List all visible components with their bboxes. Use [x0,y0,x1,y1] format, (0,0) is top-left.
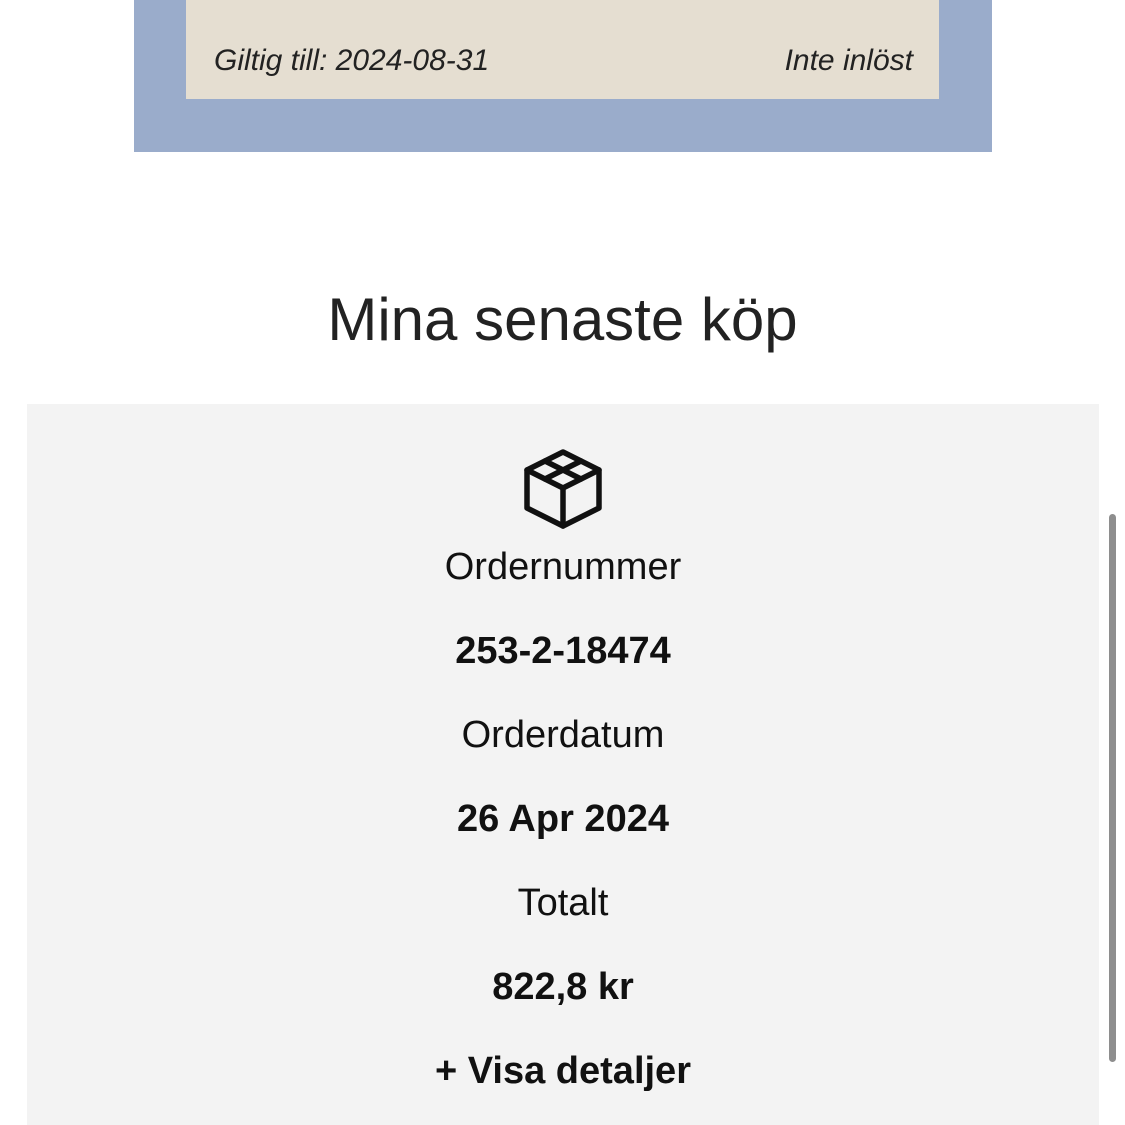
section-title: Mina senaste köp [327,286,798,353]
voucher-card[interactable] [134,0,992,152]
order-number-value: 253-2-18474 [455,630,671,672]
total-value: 822,8 kr [492,966,634,1008]
total-label: Totalt [517,882,609,924]
order-date-value: 26 Apr 2024 [457,798,669,840]
order-card [27,404,1099,1125]
order-date-label: Orderdatum [461,714,665,756]
voucher-status: Inte inlöst [784,44,913,77]
voucher-inner [186,0,939,99]
voucher-valid-until: Giltig till: 2024-08-31 [214,44,490,77]
package-icon [520,446,606,532]
scrollbar-thumb[interactable] [1109,514,1116,1062]
show-details-button[interactable]: + Visa detaljer [435,1050,691,1092]
order-number-label: Ordernummer [444,546,682,588]
